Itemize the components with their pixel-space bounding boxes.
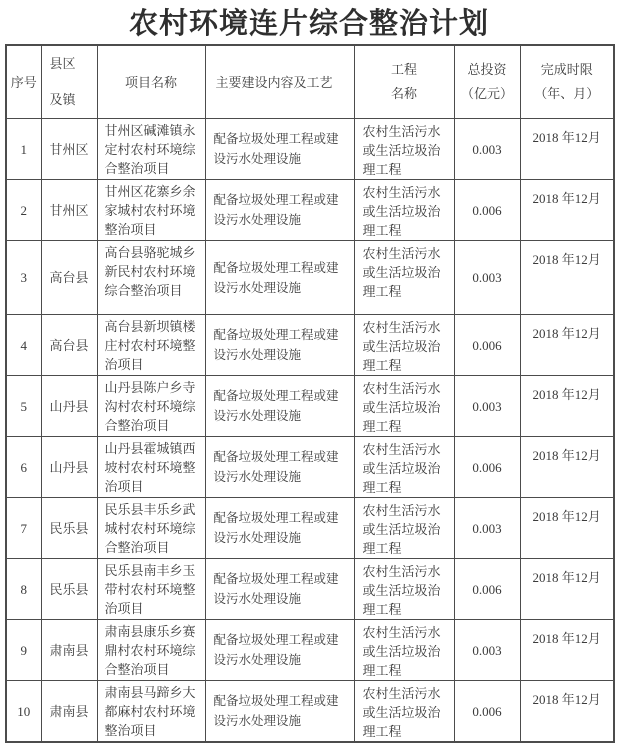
cell-construction-content: 配备垃圾处理工程或建设污水处理设施 bbox=[205, 315, 354, 376]
cell-county-town: 肃南县 bbox=[41, 681, 97, 743]
cell-project-name: 高台县新坝镇楼庄村农村环境整治项目 bbox=[97, 315, 205, 376]
cell-county-town: 民乐县 bbox=[41, 498, 97, 559]
cell-seq: 3 bbox=[6, 241, 41, 315]
cell-construction-content: 配备垃圾处理工程或建设污水处理设施 bbox=[205, 180, 354, 241]
header-seq bbox=[6, 45, 41, 119]
cell-county-town: 肃南县 bbox=[41, 620, 97, 681]
cell-county-town: 山丹县 bbox=[41, 437, 97, 498]
header-engineering-name bbox=[354, 45, 454, 119]
header-construction-content bbox=[205, 45, 354, 119]
table-row bbox=[6, 315, 614, 376]
cell-total-investment: 0.006 bbox=[454, 559, 520, 620]
cell-county-town: 高台县 bbox=[41, 241, 97, 315]
cell-construction-content: 配备垃圾处理工程或建设污水处理设施 bbox=[205, 376, 354, 437]
cell-deadline: 2018 年12月 bbox=[520, 437, 614, 498]
table-row bbox=[6, 620, 614, 681]
cell-total-investment: 0.006 bbox=[454, 180, 520, 241]
cell-project-name: 民乐县南丰乡玉带村农村环境整治项目 bbox=[97, 559, 205, 620]
cell-project-name: 肃南县康乐乡赛鼎村农村环境综合整治项目 bbox=[97, 620, 205, 681]
cell-county-town: 高台县 bbox=[41, 315, 97, 376]
cell-engineering-name: 农村生活污水或生活垃圾治理工程 bbox=[354, 315, 454, 376]
cell-county-town: 甘州区 bbox=[41, 180, 97, 241]
cell-deadline: 2018 年12月 bbox=[520, 180, 614, 241]
cell-construction-content: 配备垃圾处理工程或建设污水处理设施 bbox=[205, 681, 354, 743]
cell-county-town: 民乐县 bbox=[41, 559, 97, 620]
cell-seq: 7 bbox=[6, 498, 41, 559]
cell-total-investment: 0.006 bbox=[454, 315, 520, 376]
cell-project-name: 民乐县丰乐乡武城村农村环境综合整治项目 bbox=[97, 498, 205, 559]
header-engineering-line2: 名称 bbox=[390, 86, 417, 101]
cell-seq: 1 bbox=[6, 119, 41, 180]
cell-deadline: 2018 年12月 bbox=[520, 559, 614, 620]
cell-construction-content: 配备垃圾处理工程或建设污水处理设施 bbox=[205, 437, 354, 498]
cell-construction-content: 配备垃圾处理工程或建设污水处理设施 bbox=[205, 119, 354, 180]
header-deadline bbox=[520, 45, 614, 119]
header-investment-line1: 总投资 bbox=[467, 62, 507, 77]
cell-deadline: 2018 年12月 bbox=[520, 498, 614, 559]
table-row bbox=[6, 119, 614, 180]
cell-total-investment: 0.003 bbox=[454, 241, 520, 315]
cell-construction-content: 配备垃圾处理工程或建设污水处理设施 bbox=[205, 498, 354, 559]
cell-total-investment: 0.006 bbox=[454, 437, 520, 498]
document-page bbox=[5, 0, 613, 743]
cell-county-town: 甘州区 bbox=[41, 119, 97, 180]
cell-engineering-name: 农村生活污水或生活垃圾治理工程 bbox=[354, 681, 454, 743]
cell-project-name: 甘州区花寨乡余家城村农村环境整治项目 bbox=[97, 180, 205, 241]
cell-construction-content: 配备垃圾处理工程或建设污水处理设施 bbox=[205, 241, 354, 315]
table-row bbox=[6, 559, 614, 620]
cell-deadline: 2018 年12月 bbox=[520, 315, 614, 376]
cell-engineering-name: 农村生活污水或生活垃圾治理工程 bbox=[354, 437, 454, 498]
table-row bbox=[6, 241, 614, 315]
cell-deadline: 2018 年12月 bbox=[520, 119, 614, 180]
cell-project-name: 山丹县霍城镇西坡村农村环境整治项目 bbox=[97, 437, 205, 498]
header-county-line1: 县区 bbox=[49, 56, 76, 71]
cell-county-town: 山丹县 bbox=[41, 376, 97, 437]
cell-total-investment: 0.003 bbox=[454, 376, 520, 437]
cell-seq: 4 bbox=[6, 315, 41, 376]
header-content-label: 主要建设内容及工艺 bbox=[215, 74, 333, 90]
page-title: 农村环境连片综合整治计划 bbox=[128, 8, 489, 40]
cell-engineering-name: 农村生活污水或生活垃圾治理工程 bbox=[354, 559, 454, 620]
cell-construction-content: 配备垃圾处理工程或建设污水处理设施 bbox=[205, 620, 354, 681]
cell-deadline: 2018 年12月 bbox=[520, 620, 614, 681]
cell-project-name: 山丹县陈户乡寺沟村农村环境综合整治项目 bbox=[97, 376, 205, 437]
header-seq-label: 序号 bbox=[10, 74, 37, 90]
cell-seq: 9 bbox=[6, 620, 41, 681]
cell-total-investment: 0.003 bbox=[454, 620, 520, 681]
cell-project-name: 甘州区碱滩镇永定村农村环境综合整治项目 bbox=[97, 119, 205, 180]
cell-deadline: 2018 年12月 bbox=[520, 681, 614, 743]
cell-engineering-name: 农村生活污水或生活垃圾治理工程 bbox=[354, 119, 454, 180]
cell-seq: 10 bbox=[6, 681, 41, 743]
cell-engineering-name: 农村生活污水或生活垃圾治理工程 bbox=[354, 620, 454, 681]
cell-seq: 2 bbox=[6, 180, 41, 241]
table-row bbox=[6, 681, 614, 743]
cell-deadline: 2018 年12月 bbox=[520, 376, 614, 437]
table-row bbox=[6, 376, 614, 437]
table-row bbox=[6, 437, 614, 498]
header-county-line2: 及镇 bbox=[49, 92, 76, 107]
cell-seq: 8 bbox=[6, 559, 41, 620]
cell-engineering-name: 农村生活污水或生活垃圾治理工程 bbox=[354, 180, 454, 241]
cell-engineering-name: 农村生活污水或生活垃圾治理工程 bbox=[354, 241, 454, 315]
cell-project-name: 肃南县马蹄乡大都麻村农村环境整治项目 bbox=[97, 681, 205, 743]
header-row bbox=[6, 45, 614, 119]
cell-engineering-name: 农村生活污水或生活垃圾治理工程 bbox=[354, 498, 454, 559]
header-investment-line2: （亿元） bbox=[460, 86, 513, 101]
header-engineering-line1: 工程 bbox=[390, 62, 417, 77]
remediation-plan-table bbox=[5, 44, 615, 743]
cell-total-investment: 0.006 bbox=[454, 681, 520, 743]
cell-deadline: 2018 年12月 bbox=[520, 241, 614, 315]
header-total-investment bbox=[454, 45, 520, 119]
cell-engineering-name: 农村生活污水或生活垃圾治理工程 bbox=[354, 376, 454, 437]
header-county-town bbox=[41, 45, 97, 119]
cell-seq: 5 bbox=[6, 376, 41, 437]
header-deadline-line2: （年、月） bbox=[534, 86, 600, 101]
cell-total-investment: 0.003 bbox=[454, 119, 520, 180]
header-deadline-line1: 完成时限 bbox=[540, 62, 593, 77]
table-row bbox=[6, 498, 614, 559]
cell-project-name: 高台县骆驼城乡新民村农村环境综合整治项目 bbox=[97, 241, 205, 315]
header-project-name bbox=[97, 45, 205, 119]
table-row bbox=[6, 180, 614, 241]
cell-seq: 6 bbox=[6, 437, 41, 498]
header-project-label: 项目名称 bbox=[124, 74, 177, 90]
cell-total-investment: 0.003 bbox=[454, 498, 520, 559]
cell-construction-content: 配备垃圾处理工程或建设污水处理设施 bbox=[205, 559, 354, 620]
